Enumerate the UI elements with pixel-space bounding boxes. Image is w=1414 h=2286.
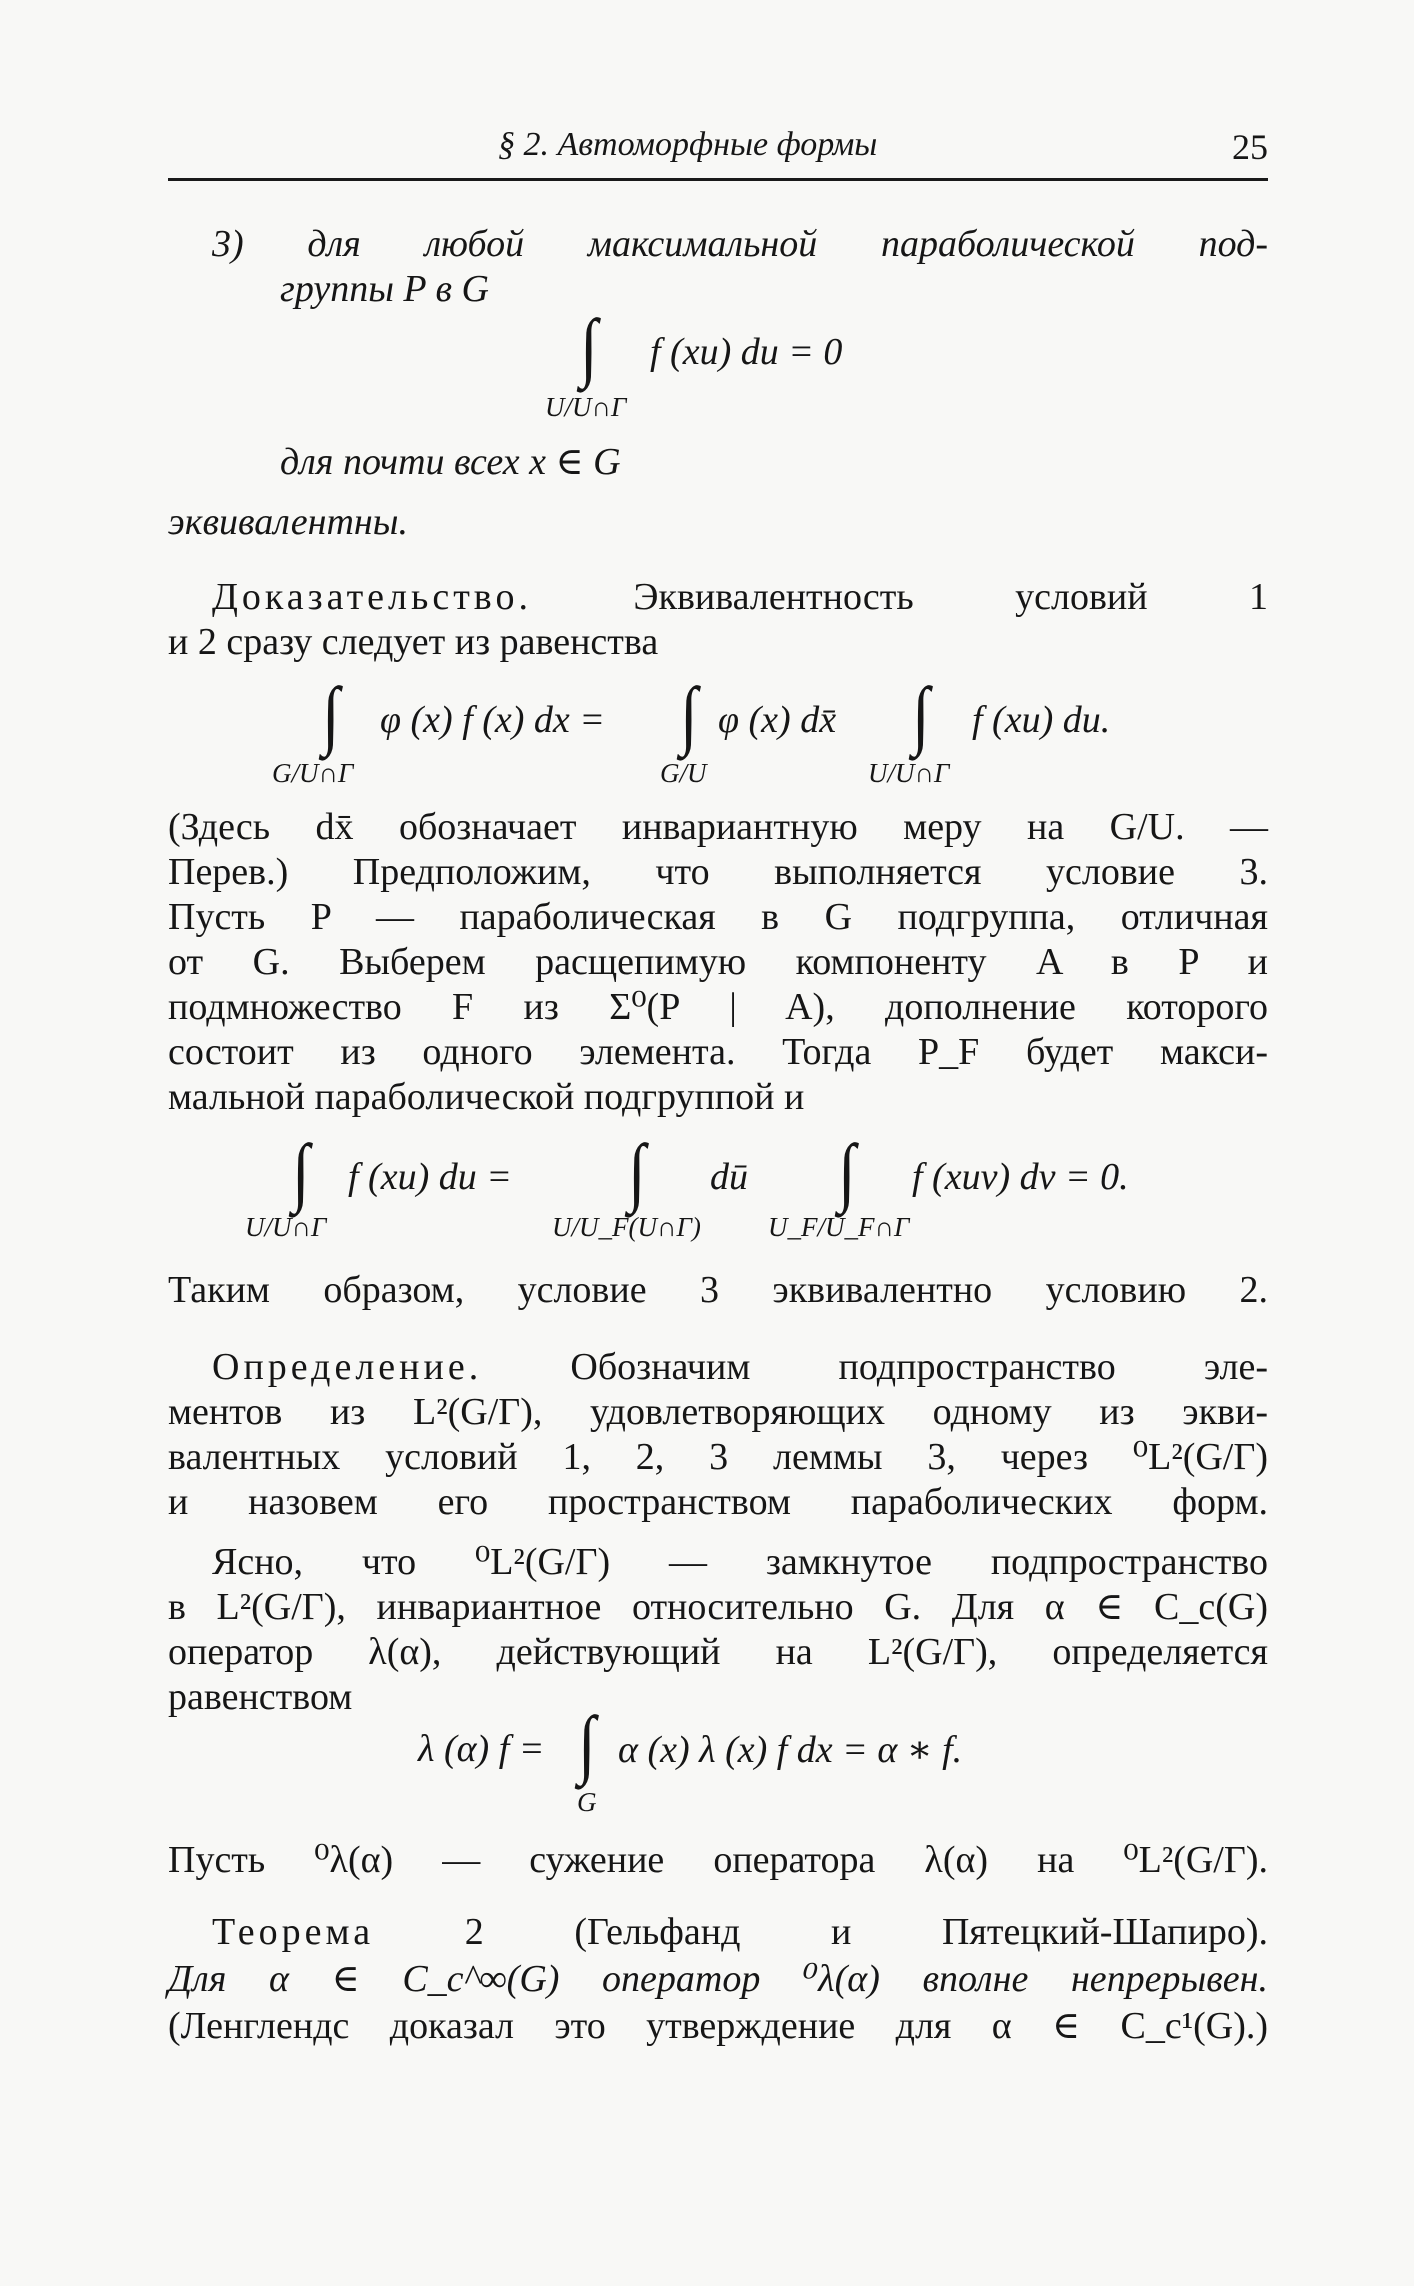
page-header	[168, 118, 1268, 181]
paragraph-2-line3: оператор λ(α), действующий на L²(G/Γ), определяется	[168, 1631, 1268, 1673]
integral-sign: ∫	[628, 1128, 646, 1214]
definition-line1-rest: Обозначим подпространство эле-	[482, 1346, 1268, 1388]
lemma-item-3-line1: 3) для любой максимальной параболической под-	[212, 223, 1268, 265]
formula-4-right: α (x) λ (x) f dx = α ∗ f.	[618, 1729, 963, 1771]
paragraph-2-line4: равенством	[168, 1676, 353, 1718]
formula-2-part3: f (xu) du.	[972, 699, 1111, 741]
formula-3-domain2: U/U_F(U∩Γ)	[552, 1212, 701, 1242]
integral-sign: ∫	[680, 671, 698, 757]
formula-3-domain3: U_F/U_F∩Γ	[768, 1212, 910, 1242]
theorem-heading	[212, 1910, 1268, 1955]
integral-sign: ∫	[322, 671, 340, 757]
theorem-note: (Ленглендс доказал это утверждение для α ∈ C_c¹(G).)	[168, 2005, 1268, 2047]
definition-line2: ментов из L²(G/Γ), удовлетворяющих одному из экви-	[168, 1391, 1268, 1433]
equivalent-line: эквивалентны.	[168, 501, 409, 543]
definition-line3: валентных условий 1, 2, 3 леммы 3, через ⁰L²(G/Γ)	[168, 1436, 1268, 1478]
paragraph-1-line5: подмножество F из Σ⁰(P | A), дополнение которого	[168, 986, 1268, 1028]
formula-2-domain2: G/U	[660, 758, 707, 788]
formula-3-part1: f (xu) du =	[348, 1156, 512, 1198]
conclusion-line: Таким образом, условие 3 эквивалентно условию 2.	[168, 1269, 1268, 1311]
proof-word: Доказательство.	[212, 576, 532, 618]
formula-3-part3: f (xuv) dv = 0.	[912, 1156, 1129, 1198]
formula-4-left: λ (α) f =	[418, 1728, 545, 1770]
proof-line1	[212, 575, 1268, 620]
almost-all-line: для почти всех x ∈ G	[280, 441, 621, 483]
formula-2-domain3: U/U∩Γ	[868, 758, 950, 788]
restriction-line: Пусть ⁰λ(α) — сужение оператора λ(α) на ⁰L²(G/Γ).	[168, 1839, 1268, 1881]
formula-4-domain: G	[577, 1787, 597, 1817]
proof-line2: и 2 сразу следует из равенства	[168, 621, 659, 663]
formula-2-part2: φ (x) dx̄	[718, 699, 837, 741]
lemma-item-3-line2: группы P в G	[280, 268, 489, 310]
formula-2-domain1: G/U∩Γ	[272, 758, 354, 788]
paragraph-2-line2: в L²(G/Γ), инвариантное относительно G. Для α ∈ C_c(G)	[168, 1586, 1268, 1628]
formula-1-domain: U/U∩Γ	[545, 392, 627, 422]
paragraph-1-line2: Перев.) Предположим, что выполняется условие 3.	[168, 851, 1268, 893]
integral-sign: ∫	[292, 1128, 310, 1214]
integral-sign: ∫	[838, 1128, 856, 1214]
formula-1-body: f (xu) du = 0	[650, 331, 843, 373]
definition-word: Определение.	[212, 1346, 483, 1388]
formula-3-part2: dū	[710, 1156, 748, 1198]
paragraph-2-line1: Ясно, что ⁰L²(G/Γ) — замкнутое подпространство	[212, 1541, 1268, 1583]
definition-line4: и назовем его пространством параболических форм.	[168, 1481, 1268, 1523]
integral-sign: ∫	[912, 671, 930, 757]
formula-2-part1: φ (x) f (x) dx =	[380, 699, 605, 741]
paragraph-1-line7: мальной параболической подгруппой и	[168, 1076, 805, 1118]
integral-sign: ∫	[580, 303, 598, 389]
proof-line1-rest: Эквивалентность условий 1	[532, 576, 1268, 618]
paragraph-1-line4: от G. Выберем расщепимую компоненту A в P и	[168, 941, 1268, 983]
running-title: § 2. Автоморфные формы	[498, 126, 878, 163]
theorem-heading-rest: 2 (Гельфанд и Пятецкий-Шапиро).	[374, 1911, 1268, 1953]
paragraph-1-line6: состоит из одного элемента. Тогда P_F будет макси-	[168, 1031, 1268, 1073]
page-number: 25	[1232, 127, 1268, 167]
paragraph-1-line1: (Здесь dx̄ обозначает инвариантную меру на G/U. —	[168, 806, 1268, 848]
paragraph-1-line3: Пусть P — параболическая в G подгруппа, отличная	[168, 896, 1268, 938]
definition-line1	[212, 1345, 1268, 1390]
formula-3-domain1: U/U∩Γ	[245, 1212, 327, 1242]
integral-sign: ∫	[578, 1700, 596, 1786]
theorem-statement: Для α ∈ C_c^∞(G) оператор ⁰λ(α) вполне непрерывен.	[168, 1958, 1268, 2000]
theorem-word: Теорема	[212, 1911, 375, 1953]
